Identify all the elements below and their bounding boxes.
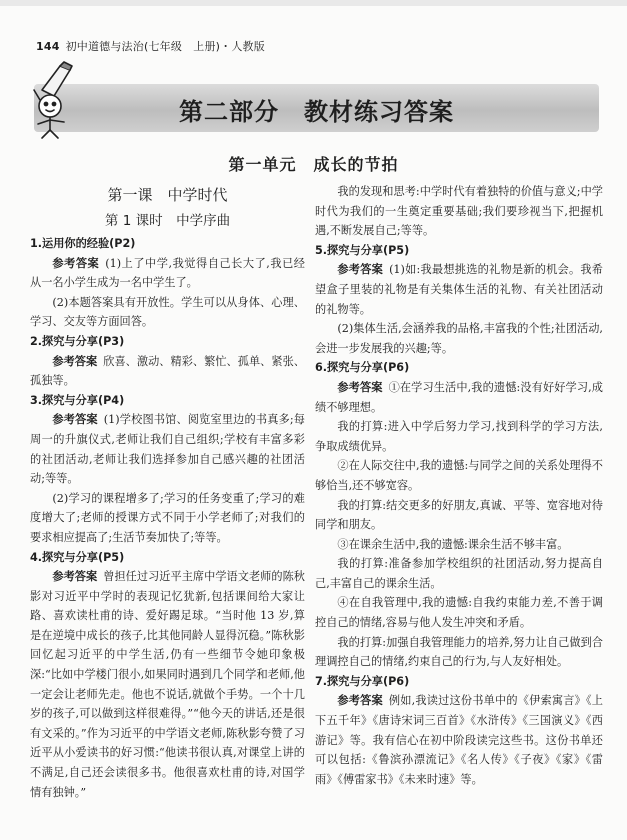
part-banner xyxy=(34,84,599,132)
continued-paragraph: 我的发现和思考:中学时代有着独特的价值与意义;中学时代为我们的一生奠定重要基础;我们要珍视当下,把握机遇,不断发展自己;等等。 xyxy=(315,185,603,238)
answer-text: ①在学习生活中,我的遗憾:没有好好学习,成绩不够理想。 xyxy=(315,380,603,414)
answer-paragraph: 我的打算:加强自我管理能力的培养,努力让自己做到合理调控自己的情绪,约束自己的行为,与人友好相处。 xyxy=(315,635,603,669)
answer-paragraph: 我的打算:进入中学后努力学习,找到科学的学习方法,争取成绩优异。 xyxy=(315,420,603,453)
section-heading: 4.探究与分享(P5) xyxy=(30,550,125,564)
answer-paragraph xyxy=(30,410,305,488)
answer-label: 参考答案 xyxy=(337,380,383,394)
answer-text: (1)上了中学,我觉得自己长大了,我已经从一名小学生成为一名中学生了。 xyxy=(30,256,305,290)
answer-paragraph xyxy=(30,352,305,391)
answer-paragraph: (2)集体生活,会涵养我的品格,丰富我的个性;社团活动,会进一步发展我的兴趣;等。 xyxy=(315,322,603,355)
answer-paragraph: ②在人际交往中,我的遗憾:与同学之间的关系处理得不够恰当,还不够宽容。 xyxy=(315,459,603,492)
answer-paragraph xyxy=(30,254,305,293)
section-heading: 1.运用你的经验(P2) xyxy=(30,237,136,250)
answer-paragraph: 我的打算:准备参加学校组织的社团活动,努力提高自己,丰富自己的课余生活。 xyxy=(315,557,603,590)
pencil-mascot-icon xyxy=(20,60,92,140)
answer-paragraph xyxy=(315,378,603,417)
answer-label: 参考答案 xyxy=(52,413,98,427)
answer-label: 参考答案 xyxy=(52,256,100,270)
answer-label: 参考答案 xyxy=(337,263,384,277)
part-title: 第二部分 教材练习答案 xyxy=(179,98,454,126)
answer-paragraph: ③在课余生活中,我的遗憾:课余生活不够丰富。 xyxy=(337,537,569,551)
answer-paragraph xyxy=(315,691,603,789)
page-number: 144 xyxy=(36,40,60,53)
lesson-title: 第一课 中学时代 xyxy=(107,186,228,204)
answer-label: 参考答案 xyxy=(52,354,98,368)
answer-text: 例如,我读过这份书单中的《伊索寓言》《上下五千年》《唐诗宋词三百首》《水浒传》《三国演义》《西游记》等。我有信心在初中阶段读完这些书。这份书单还可以包括:《鲁滨孙漂流记》《名人传》《子夜》《家》《雷雨》《傅雷家书》《未来时速》等。 xyxy=(315,694,603,786)
section-heading: 7.探究与分享(P6) xyxy=(315,674,410,688)
answer-text: 曾担任过习近平主席中学语文老师的陈秋影对习近平中学时的表现记忆犹新,包括课间给大家让路、喜欢读杜甫的诗、爱好踢足球。“当时他 13 岁,算是在逆境中成长的孩子,比其他同龄人显得沉稳。”陈秋影回忆起习近平的中学生活,仍有一些细节令她印象极深:“比如中学楼门很小,如果同时遇到几个同学和老师,他一定会让老师先走。他也不说话,就做个手势。一个十几岁的孩子,可以做到这样很难得。”“他今天的讲话,还是很有文采的。”作为习近平的中学语文老师,陈秋影夸赞了习近平从小爱读书的好习惯:“他读书很认真,对课堂上讲的不满足,自己还会读很多书。他很喜欢杜甫的诗,对国学情有独钟。” xyxy=(30,570,305,799)
answer-label: 参考答案 xyxy=(337,694,383,708)
answer-text: (1)学校图书馆、阅览室里边的书真多;每周一的升旗仪式,老师让我们自己组织;学校有丰富多彩的社团活动,老师让我们选择参加自己感兴趣的社团活动;等等。 xyxy=(30,413,305,486)
answer-label: 参考答案 xyxy=(52,570,98,584)
section-heading: 3.探究与分享(P4) xyxy=(30,393,125,407)
answer-paragraph: 我的打算:结交更多的好朋友,真诚、平等、宽容地对待同学和朋友。 xyxy=(315,498,603,532)
answer-text: (1)如:我最想挑选的礼物是新的机会。我希望盒子里装的礼物是有关集体生活的礼物、有关社团活动的礼物等。 xyxy=(315,263,603,316)
period-title: 第 1 课时 中学序曲 xyxy=(104,213,231,229)
left-column xyxy=(30,182,305,802)
book-title: 初中道德与法治(七年级 上册)・人教版 xyxy=(65,40,265,53)
section-heading: 6.探究与分享(P6) xyxy=(315,361,410,375)
answer-paragraph: (2)学习的课程增多了;学习的任务变重了;学习的难度增大了;老师的授课方式不同于小学老师了;对我们的要求相应提高了;生活节奏加快了;等等。 xyxy=(30,491,305,544)
answer-text: 欣喜、激动、精彩、繁忙、孤单、紧张、孤独等。 xyxy=(30,354,305,388)
page-edge-shadow xyxy=(0,0,627,6)
section-heading: 5.探究与分享(P5) xyxy=(315,243,410,257)
running-header xyxy=(36,38,265,54)
answer-paragraph xyxy=(30,567,305,802)
answer-paragraph xyxy=(315,260,603,319)
section-heading: 2.探究与分享(P3) xyxy=(30,334,125,348)
unit-title: 第一单元 成长的节拍 xyxy=(228,155,399,174)
right-column xyxy=(315,182,603,789)
answer-paragraph: (2)本题答案具有开放性。学生可以从身体、心理、学习、交友等方面回答。 xyxy=(30,295,305,329)
answer-paragraph: ④在自我管理中,我的遗憾:自我约束能力差,不善于调控自己的情绪,容易与他人发生冲突和矛盾。 xyxy=(315,596,603,630)
